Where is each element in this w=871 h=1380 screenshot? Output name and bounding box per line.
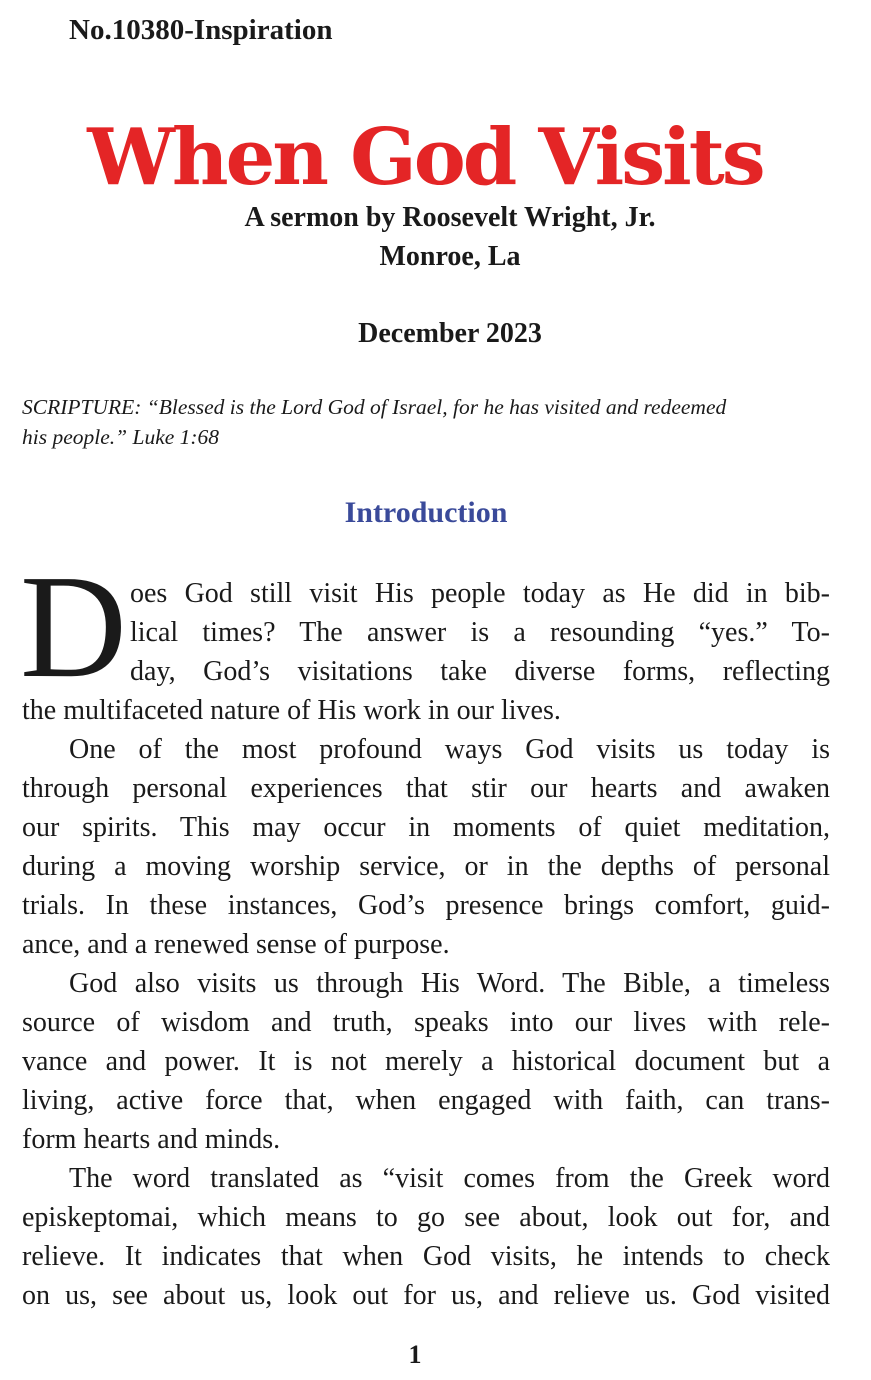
body-line: God also visits us through His Word. The Bible, a timeless bbox=[69, 968, 830, 999]
body-line: The word translated as “visit comes from the Greek word bbox=[69, 1163, 830, 1194]
body-line: the multifaceted nature of His work in our lives. bbox=[22, 695, 561, 726]
body-line: living, active force that, when engaged with faith, can trans- bbox=[22, 1085, 830, 1116]
body-line: episkeptomai, which means to go see about, look out for, and bbox=[22, 1202, 830, 1233]
body-line: oes God still visit His people today as He did in bib- bbox=[130, 578, 830, 609]
body-line: One of the most profound ways God visits us today is bbox=[69, 734, 830, 765]
document-number: No.10380-Inspiration bbox=[69, 14, 333, 46]
scripture-line: his people.” Luke 1:68 bbox=[22, 425, 220, 449]
sermon-date: December 2023 bbox=[358, 318, 542, 349]
body-line: trials. In these instances, God’s presence brings comfort, guid- bbox=[22, 890, 830, 921]
drop-cap-letter: D bbox=[20, 545, 127, 709]
body-line: form hearts and minds. bbox=[22, 1124, 281, 1155]
section-heading-introduction: Introduction bbox=[344, 496, 508, 529]
scripture-reference bbox=[22, 392, 842, 452]
page-number: 1 bbox=[408, 1340, 422, 1369]
body-line: on us, see about us, look out for us, and relieve us. God visited bbox=[22, 1280, 830, 1311]
body-line: lical times? The answer is a resounding “yes.” To- bbox=[130, 617, 830, 648]
body-line: through personal experiences that stir our hearts and awaken bbox=[22, 773, 830, 804]
author-location: Monroe, La bbox=[379, 241, 521, 272]
scripture-line: SCRIPTURE: “Blessed is the Lord God of Israel, for he has visited and redeemed bbox=[22, 395, 727, 419]
sermon-title: When God Visits bbox=[87, 112, 763, 203]
body-line: source of wisdom and truth, speaks into our lives with rele- bbox=[22, 1007, 830, 1038]
body-line: relieve. It indicates that when God visits, he intends to check bbox=[22, 1241, 830, 1272]
body-line: day, God’s visitations take diverse forms, reflecting bbox=[130, 656, 830, 687]
body-line: vance and power. It is not merely a historical document but a bbox=[22, 1046, 830, 1077]
body-line: our spirits. This may occur in moments of quiet meditation, bbox=[22, 812, 830, 843]
author-byline: A sermon by Roosevelt Wright, Jr. bbox=[244, 202, 656, 233]
body-line: ance, and a renewed sense of purpose. bbox=[22, 929, 450, 960]
body-line: during a moving worship service, or in the depths of personal bbox=[22, 851, 830, 882]
